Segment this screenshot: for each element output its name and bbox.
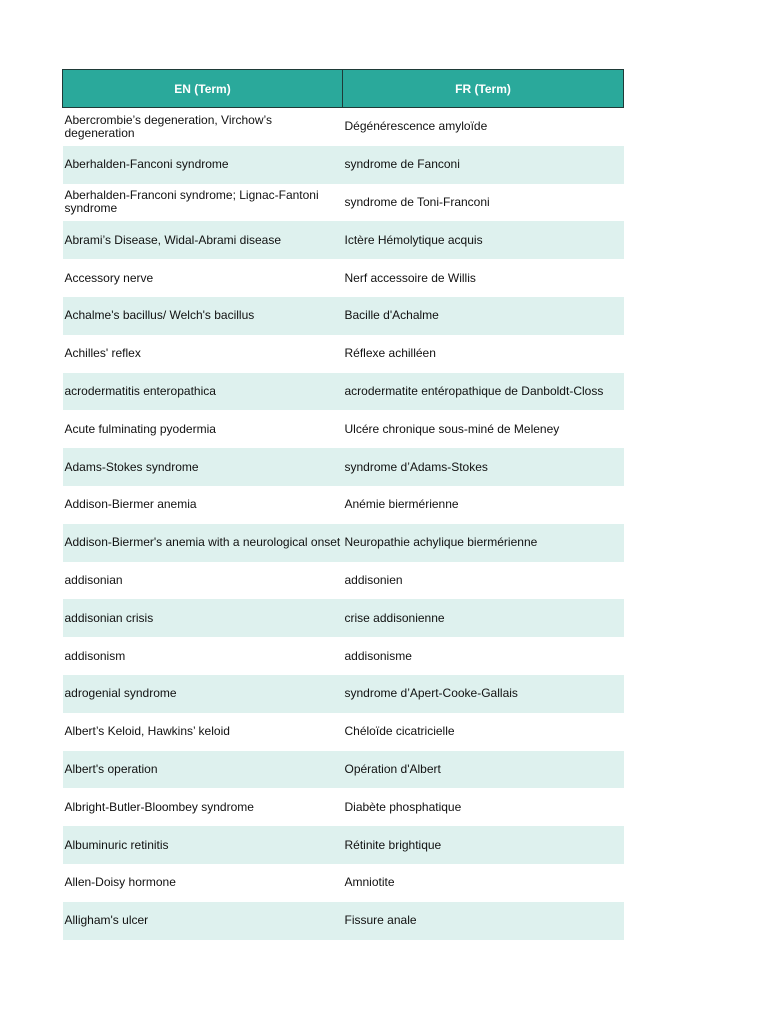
table-row <box>63 410 624 448</box>
fr-term-cell: syndrome d’Adams-Stokes <box>343 448 624 486</box>
fr-term-cell: acrodermatite entéropathique de Danboldt-Closs <box>343 373 624 411</box>
table-row <box>63 524 624 562</box>
table-row <box>63 297 624 335</box>
table-header <box>63 70 624 108</box>
fr-term-cell: Rétinite brightique <box>343 826 624 864</box>
en-term-cell: Accessory nerve <box>63 259 343 297</box>
header-row <box>63 70 624 108</box>
fr-term-cell: crise addisonienne <box>343 599 624 637</box>
table-row <box>63 373 624 411</box>
en-term-cell: Addison-Biermer anemia <box>63 486 343 524</box>
table-row <box>63 826 624 864</box>
fr-term-cell: Opération d'Albert <box>343 751 624 789</box>
table-row <box>63 864 624 902</box>
en-term-cell: Albert’s Keloid, Hawkins’ keloid <box>63 713 343 751</box>
en-term-cell: Albright-Butler-Bloombey syndrome <box>63 788 343 826</box>
en-term-cell: Alligham's ulcer <box>63 902 343 940</box>
fr-term-cell: Bacille d'Achalme <box>343 297 624 335</box>
en-term-cell: adrogenial syndrome <box>63 675 343 713</box>
table-row <box>63 788 624 826</box>
table-row <box>63 335 624 373</box>
fr-term-cell: addisonisme <box>343 637 624 675</box>
fr-term-cell: Diabète phosphatique <box>343 788 624 826</box>
en-term-cell: Acute fulminating pyodermia <box>63 410 343 448</box>
en-term-cell: Albuminuric retinitis <box>63 826 343 864</box>
table-row <box>63 902 624 940</box>
table-row <box>63 146 624 184</box>
en-term-cell: Abercrombie’s degeneration, Virchow’s degeneration <box>63 108 343 146</box>
table-row <box>63 637 624 675</box>
table-row <box>63 486 624 524</box>
fr-term-cell: Fissure anale <box>343 902 624 940</box>
table-row <box>63 751 624 789</box>
en-term-cell: Addison-Biermer's anemia with a neurological onset <box>63 524 343 562</box>
en-term-cell: Albert's operation <box>63 751 343 789</box>
en-term-cell: Aberhalden-Fanconi syndrome <box>63 146 343 184</box>
table-row <box>63 448 624 486</box>
fr-term-cell: Nerf accessoire de Willis <box>343 259 624 297</box>
fr-term-cell: Ictère Hémolytique acquis <box>343 221 624 259</box>
fr-term-cell: syndrome de Toni-Franconi <box>343 184 624 222</box>
en-term-cell: Achilles' reflex <box>63 335 343 373</box>
en-term-cell: Achalme's bacillus/ Welch's bacillus <box>63 297 343 335</box>
en-term-cell: Aberhalden-Franconi syndrome; Lignac-Fantoni syndrome <box>63 184 343 222</box>
fr-term-cell: syndrome d’Apert-Cooke-Gallais <box>343 675 624 713</box>
en-term-cell: addisonian <box>63 562 343 600</box>
table-row <box>63 108 624 146</box>
en-term-cell: Allen-Doisy hormone <box>63 864 343 902</box>
en-term-cell: addisonism <box>63 637 343 675</box>
fr-term-cell: Anémie biermérienne <box>343 486 624 524</box>
table-row <box>63 221 624 259</box>
en-term-cell: addisonian crisis <box>63 599 343 637</box>
table-row <box>63 562 624 600</box>
fr-term-cell: Amniotite <box>343 864 624 902</box>
fr-term-cell: Réflexe achilléen <box>343 335 624 373</box>
en-term-cell: acrodermatitis enteropathica <box>63 373 343 411</box>
table-row <box>63 259 624 297</box>
table-row <box>63 675 624 713</box>
table-row <box>63 713 624 751</box>
header-en-term: EN (Term) <box>63 70 343 108</box>
en-term-cell: Abrami’s Disease, Widal-Abrami disease <box>63 221 343 259</box>
en-term-cell: Adams-Stokes syndrome <box>63 448 343 486</box>
fr-term-cell: Chéloïde cicatricielle <box>343 713 624 751</box>
fr-term-cell: syndrome de Fanconi <box>343 146 624 184</box>
fr-term-cell: addisonien <box>343 562 624 600</box>
table-row <box>63 184 624 222</box>
fr-term-cell: Dégénérescence amyloïde <box>343 108 624 146</box>
fr-term-cell: Ulcére chronique sous-miné de Meleney <box>343 410 624 448</box>
table-body <box>63 108 624 940</box>
table-row <box>63 599 624 637</box>
fr-term-cell: Neuropathie achylique biermérienne <box>343 524 624 562</box>
glossary-table <box>62 69 624 940</box>
header-fr-term: FR (Term) <box>343 70 624 108</box>
